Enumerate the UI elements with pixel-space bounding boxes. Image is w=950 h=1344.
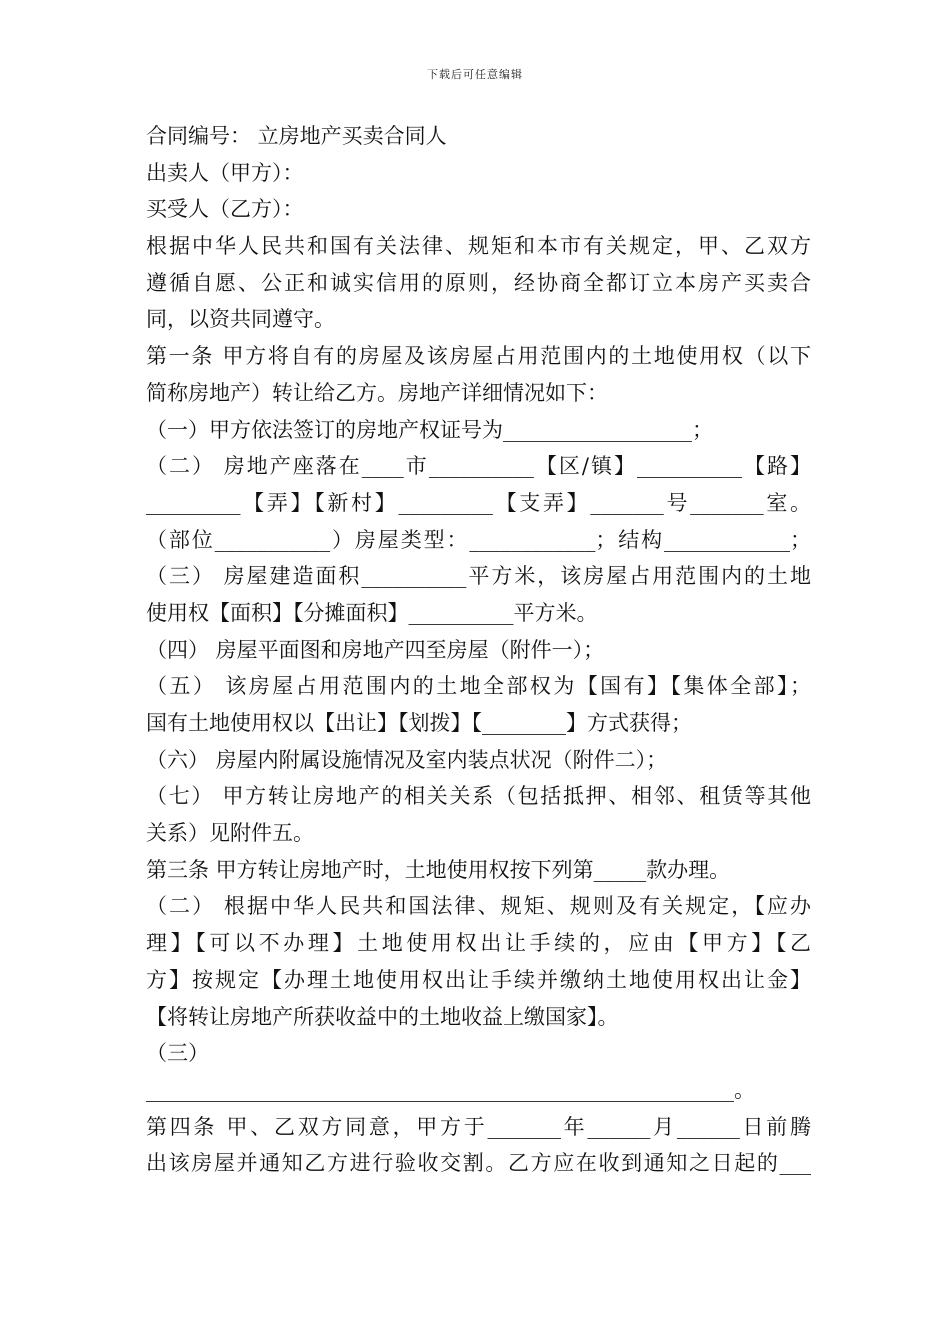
contract-line: 【将转让房地产所获收益中的土地收益上缴国家】。 (146, 1004, 619, 1029)
contract-body (146, 118, 811, 1182)
contract-line: 国有土地使用权以【出让】【划拨】【________】方式获得； (146, 711, 692, 735)
contract-line: （三） 房屋建造面积__________平方米，该房屋占用范围内的土地 (146, 564, 811, 589)
contract-line: ________________________________________________________。 (146, 1077, 755, 1102)
contract-line: （三） (146, 1041, 209, 1066)
contract-line: 出卖人（甲方）： (146, 160, 304, 185)
contract-line: 方】按规定【办理土地使用权出让手续并缴纳土地使用权出让金】 (146, 967, 811, 992)
contract-line: 第三条 甲方转让房地产时，土地使用权按下列第_____款办理。 (146, 857, 731, 882)
contract-line: 买受人（乙方）： (146, 197, 304, 222)
contract-line: （五） 该房屋占用范围内的土地全部权为【国有】【集体全部】； (146, 674, 811, 699)
contract-line: （部位___________）房屋类型：____________；结构____________； (146, 527, 811, 552)
contract-line: 理】【可以不办理】土地使用权出让手续的，应由【甲方】【乙 (146, 931, 811, 956)
contract-line: 关系）见附件五。 (146, 821, 314, 846)
contract-line: （二） 根据中华人民共和国法律、规矩、规则及有关规定，【应办 (146, 894, 811, 919)
contract-line: 同，以资共同遵守。 (146, 307, 335, 332)
contract-line: （四） 房屋平面图和房地产四至房屋（附件一）； (146, 637, 605, 662)
contract-line: 第一条 甲方将自有的房屋及该房屋占用范围内的土地使用权（以下 (146, 344, 811, 369)
contract-line: （一）甲方依法签订的房地产权证号为__________________； (146, 417, 713, 442)
contract-line: 遵循自愿、公正和诚实信用的原则，经协商全都订立本房产买卖合 (146, 270, 811, 295)
contract-line: 根据中华人民共和国有关法律、规矩和本市有关规定，甲、乙双方 (146, 234, 811, 259)
contract-line: 合同编号： 立房地产买卖合同人 (146, 124, 447, 148)
contract-line: 简称房地产）转让给乙方。房地产详细情况如下： (146, 380, 608, 405)
contract-line: 使用权【面积】【分摊面积】__________平方米。 (146, 600, 598, 625)
contract-line: _________【弄】【新村】_________【支弄】_______号_______室。 (146, 490, 811, 515)
contract-line: （七） 甲方转让房地产的相关关系（包括抵押、相邻、租赁等其他 (146, 784, 811, 809)
page-header-note: 下载后可任意编辑 (427, 68, 523, 81)
contract-line: 第四条 甲、乙双方同意，甲方于_______年______月______日前腾 (146, 1114, 811, 1139)
contract-line: （六） 房屋内附属设施情况及室内装点状况（附件二）； (146, 747, 668, 772)
contract-line: 出该房屋并通知乙方进行验收交割。乙方应在收到通知之日起的___ (146, 1151, 811, 1176)
contract-line: （二） 房地产座落在____市__________【区/镇】__________【路】 (146, 454, 811, 479)
